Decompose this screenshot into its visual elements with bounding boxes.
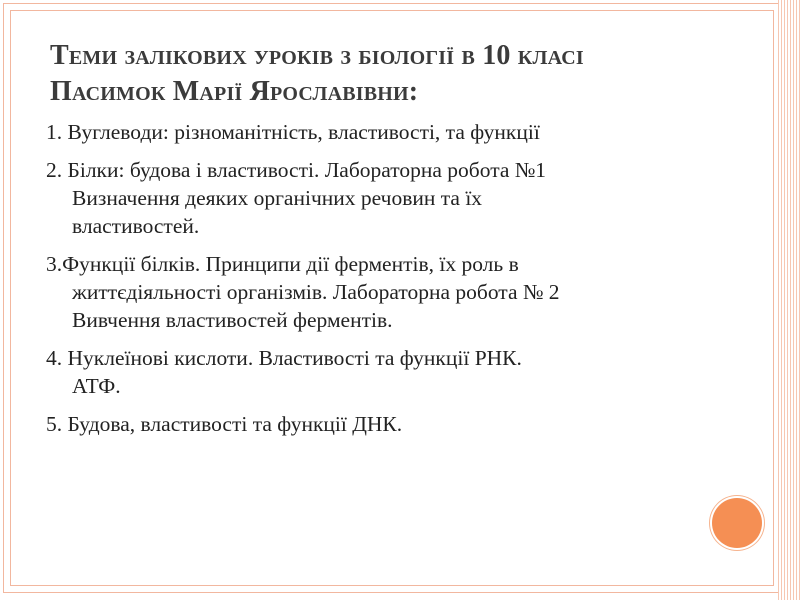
topic-item-2-line-2: Визначення деяких органічних речовин та їх — [72, 186, 483, 210]
topic-item-1 — [46, 118, 726, 146]
topic-item-2-line-1: 2. Білки: будова і властивості. Лабораторна робота №1 — [46, 158, 547, 182]
decorative-stripes — [778, 0, 800, 600]
topic-item-3-line-2: життєдіяльності організмів. Лабораторна робота № 2 — [72, 280, 560, 304]
topic-item-2-line-3: властивостей. — [72, 214, 200, 238]
topic-item-3 — [46, 250, 726, 334]
topic-item-5 — [46, 410, 726, 438]
title-line-2: Пасимок Марії Ярославівни: — [50, 76, 419, 107]
topic-item-1-line-1: 1. Вуглеводи: різноманітність, властивості, та функції — [46, 120, 540, 144]
topic-item-3-line-1: 3.Функції білків. Принципи дії ферментів, їх роль в — [46, 252, 519, 276]
topic-item-3-line-3: Вивчення властивостей ферментів. — [72, 308, 393, 332]
slide-title — [50, 38, 750, 110]
title-line-1: Теми залікових уроків з біології в 10 класі — [50, 40, 584, 71]
topic-item-5-line-1: 5. Будова, властивості та функції ДНК. — [46, 412, 403, 436]
decorative-circle — [712, 498, 762, 548]
topic-item-4-line-1: 4. Нуклеїнові кислоти. Властивості та функції РНК. — [46, 346, 522, 370]
topic-list — [46, 118, 726, 448]
topic-item-4 — [46, 344, 726, 400]
topic-item-2 — [46, 156, 726, 240]
topic-item-4-line-2: АТФ. — [72, 374, 121, 398]
